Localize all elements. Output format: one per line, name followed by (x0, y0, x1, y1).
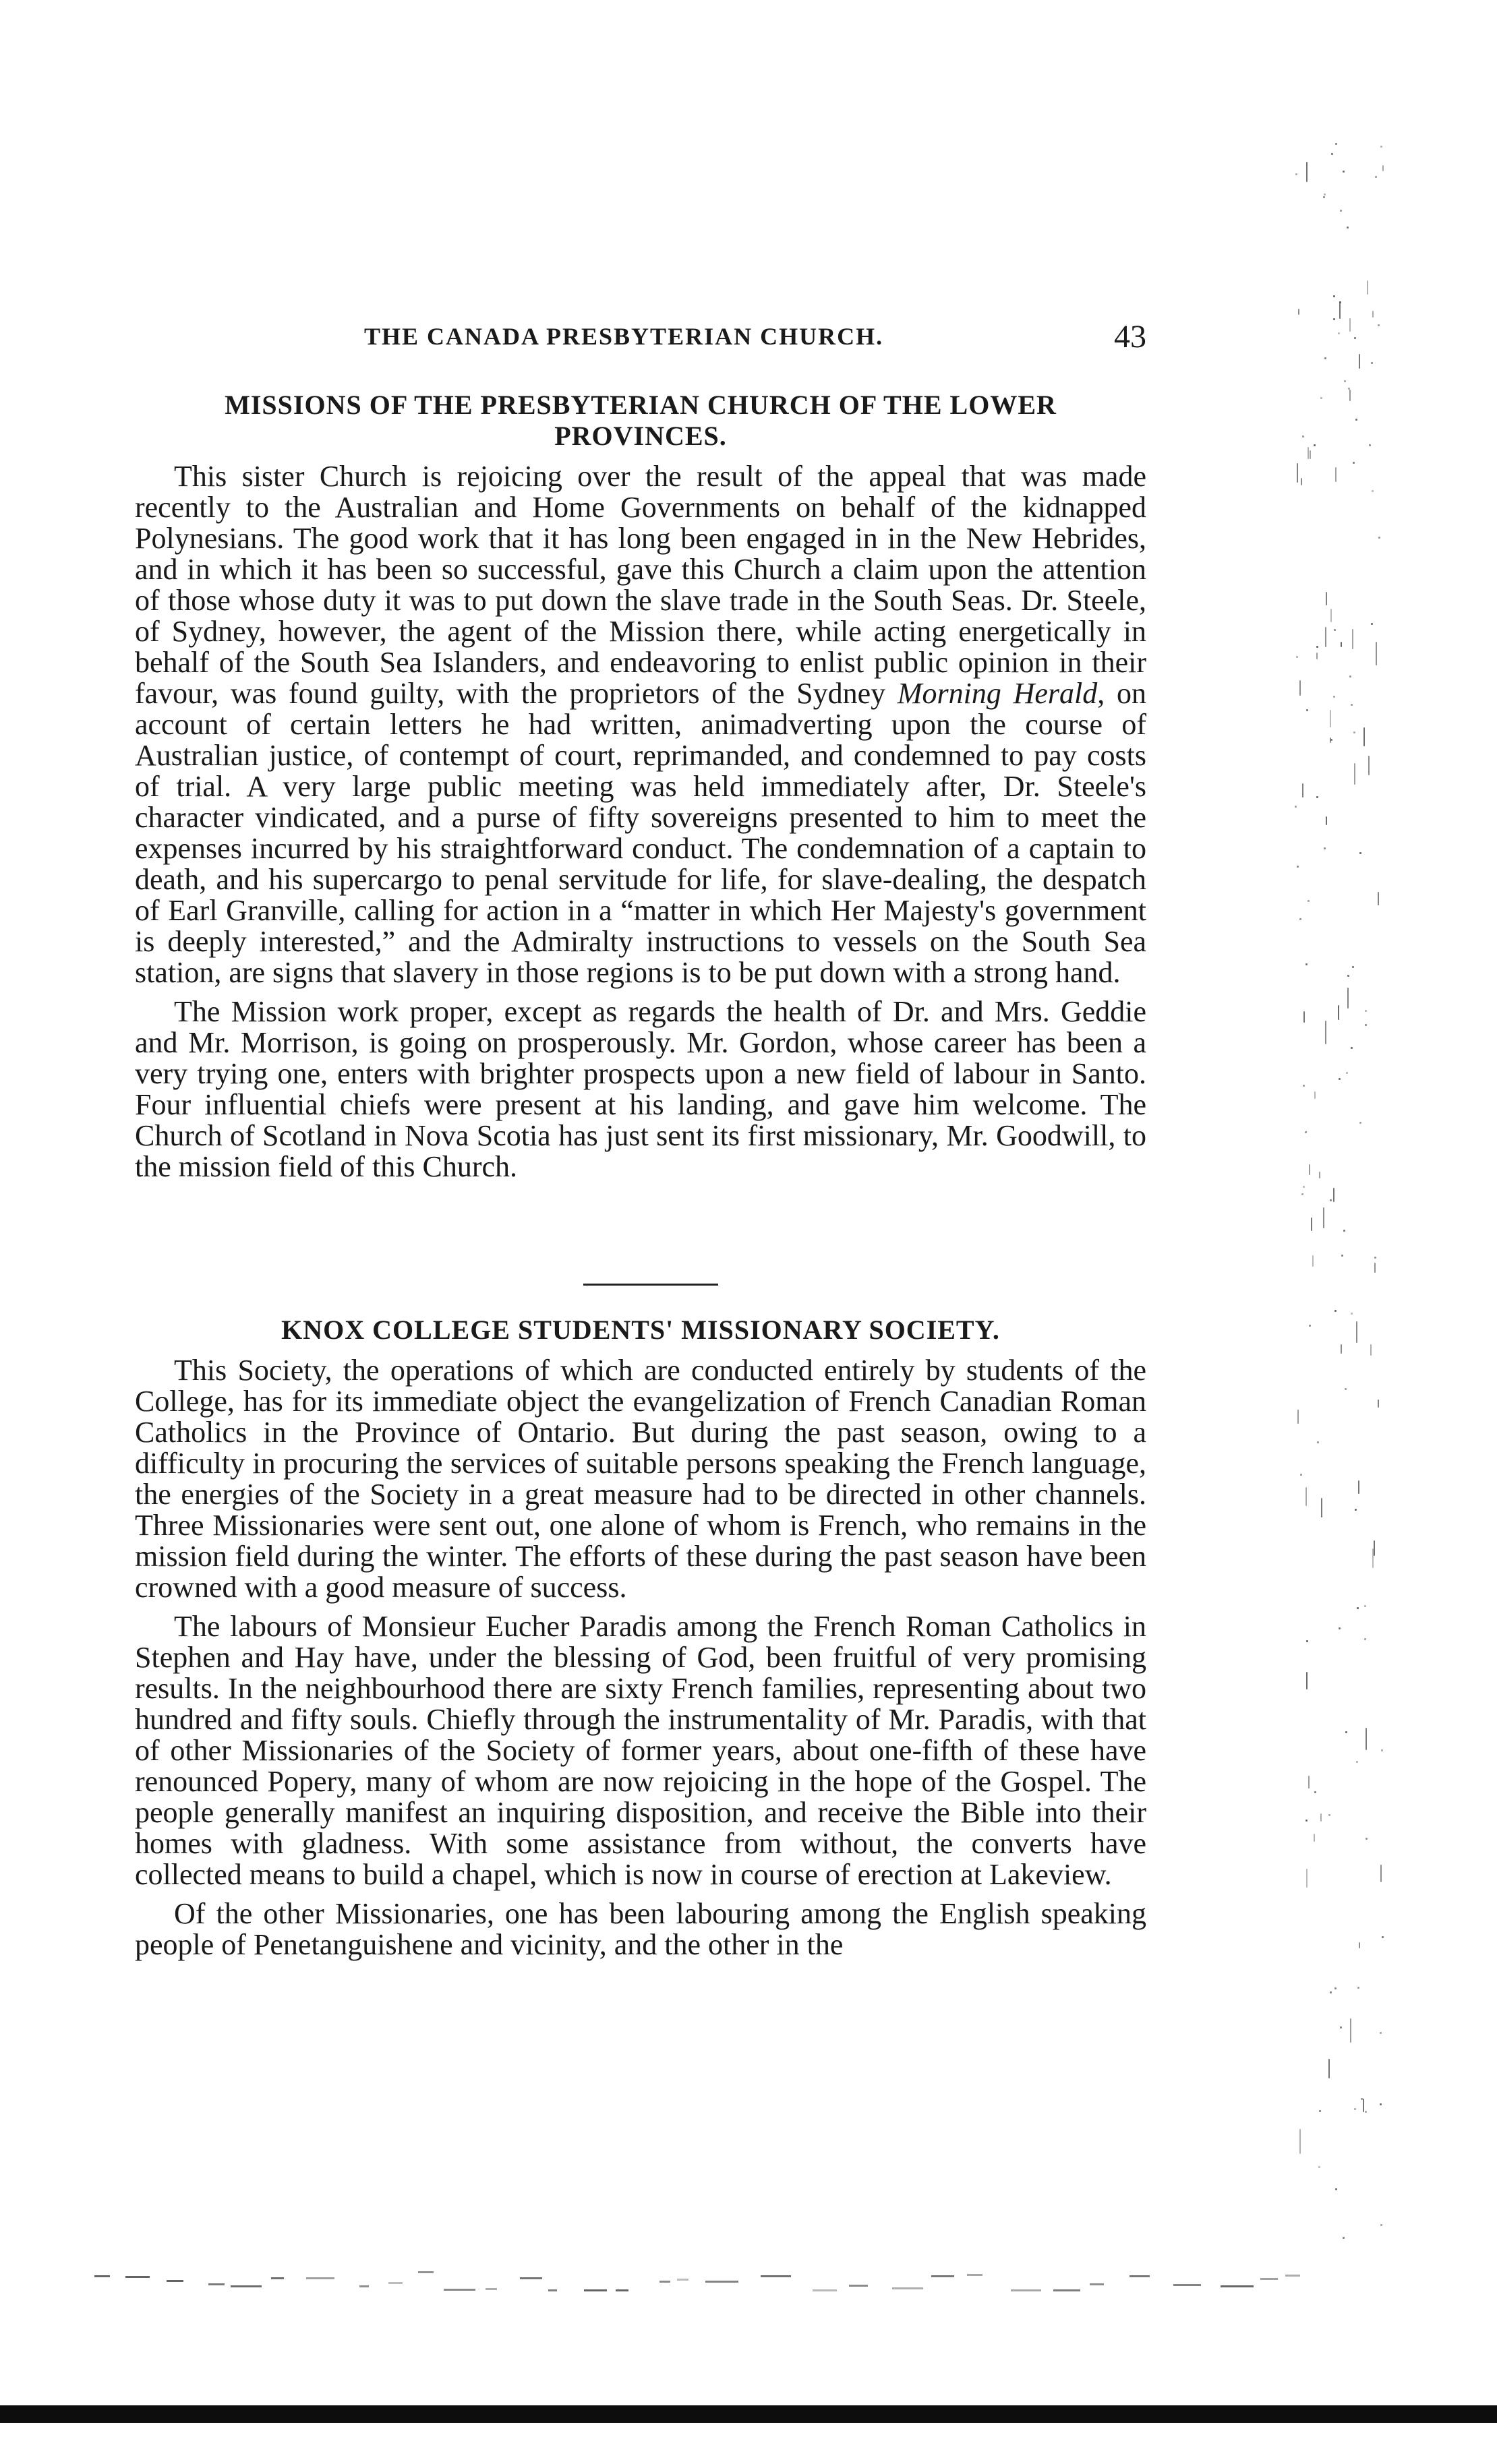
scan-speck (1316, 653, 1318, 659)
scan-speck (1357, 1987, 1359, 1989)
scan-speck (1316, 796, 1318, 798)
scan-speck (1309, 1164, 1310, 1175)
scan-speck (1365, 1024, 1367, 1026)
scan-speck (1375, 176, 1377, 178)
scan-speck (1351, 704, 1353, 706)
article-missions-lower-provinces (135, 390, 1146, 1182)
scan-dash (444, 2289, 475, 2291)
scan-speck (1308, 900, 1310, 902)
scan-speck (1376, 642, 1377, 665)
scan-speck (1314, 1091, 1316, 1099)
scan-dash (306, 2277, 334, 2279)
scan-speck (1318, 2166, 1320, 2168)
scan-speck (1330, 738, 1331, 743)
scan-dash (1011, 2289, 1041, 2291)
scan-speck (1320, 397, 1322, 399)
scan-speck (1382, 165, 1384, 171)
scan-speck (1328, 1814, 1330, 1816)
scan-speck (1301, 478, 1302, 485)
scan-speck (1297, 866, 1299, 868)
scan-dash (548, 2289, 557, 2291)
scan-dash (1129, 2275, 1150, 2277)
scan-speck (1343, 2237, 1345, 2239)
article-heading: MISSIONS OF THE PRESBYTERIAN CHURCH OF THE LOWER PROVINCES. (225, 390, 1057, 451)
scan-speck (1305, 1131, 1307, 1133)
scan-dash (849, 2285, 868, 2287)
scan-speck (1308, 447, 1309, 459)
scan-speck (1299, 918, 1301, 920)
bottom-scan-marks (94, 2271, 1322, 2297)
scan-speck (1326, 592, 1327, 605)
scan-speck (1306, 162, 1308, 182)
scan-speck (1355, 1509, 1357, 1511)
scan-speck (1352, 966, 1354, 968)
scan-speck (1340, 210, 1342, 212)
scan-dash (761, 2275, 791, 2277)
scan-dash (705, 2281, 738, 2283)
scan-speck (1350, 2018, 1351, 2043)
scan-speck (1330, 1991, 1332, 1993)
scan-speck (1371, 362, 1373, 364)
scan-speck (1335, 467, 1337, 482)
scan-speck (1324, 847, 1326, 849)
scan-speck (1374, 1263, 1376, 1273)
scan-dash (1221, 2285, 1254, 2287)
scan-speck (1335, 2188, 1337, 2190)
scan-speck (1299, 680, 1301, 696)
scan-speck (1314, 444, 1316, 446)
scan-speck (1302, 783, 1303, 798)
scan-speck (1306, 1672, 1308, 1689)
scan-speck (1351, 1047, 1353, 1049)
scan-speck (1334, 629, 1336, 631)
scan-speck (1339, 301, 1341, 319)
scan-speck (1303, 1011, 1305, 1023)
scan-speck (1323, 1207, 1324, 1228)
scan-speck (1359, 852, 1361, 854)
scan-speck (1356, 1761, 1358, 1763)
scan-speck (1378, 537, 1380, 539)
article-paragraph: This sister Church is rejoicing over the result of the appeal that was made recently to the Australian and Home Governments on behalf of the kidnapped Polynesians. The good work that it has long been engaged in in the New Hebrides, and in which it has been so successful, gave this Church a claim upon the attention of those whose duty it was to put down the slave trade in the South Seas. Dr. Steele, of Sydney, however, the agent of the Mission there, while acting energetically in behalf of the South Sea Islanders, and endeavoring to enlist public opinion in their favour, was found guilty, with the proprietors of the Sydney Morning Herald, on account of certain letters he had written, animadverting upon the course of Australian justice, of contempt of court, reprimanded, and condemned to pay costs of trial. A very large public meeting was held immediately after, Dr. Steele's character vindicated, and a purse of fifty sovereigns presented to him to meet the expenses incurred by his straightforward conduct. The condemnation of a captain to death, and his supercargo to penal servitude for life, for slave-dealing, the despatch of Earl Granville, calling for action in a “matter in which Her Majesty's government is deeply interested,” and the Admiralty instructions to vessels on the South Sea station, are signs that slavery in those regions is to be put down with a strong hand. (135, 460, 1147, 989)
scan-speck (1312, 1255, 1314, 1267)
scan-speck (1300, 1474, 1302, 1476)
scan-speck (1346, 1072, 1348, 1074)
scan-speck (1372, 1549, 1374, 1568)
scan-dash (1090, 2283, 1104, 2285)
scan-speck (1366, 1838, 1368, 1840)
newspaper-name: Morning Herald (897, 677, 1098, 710)
scan-speck (1305, 1820, 1308, 1822)
scan-speck (1333, 318, 1335, 320)
scan-speck (1378, 1400, 1379, 1408)
scan-speck (1353, 462, 1355, 464)
scan-speck (1319, 2110, 1321, 2112)
scan-speck (1326, 816, 1327, 825)
scan-dash (271, 2277, 284, 2279)
scan-speck (1325, 1021, 1326, 1044)
scan-dash (1053, 2289, 1080, 2291)
scan-speck (1347, 975, 1349, 977)
scan-speck (1380, 1865, 1382, 1882)
scan-speck (1358, 1480, 1359, 1494)
scan-speck (1328, 2059, 1330, 2078)
scan-speck (1305, 963, 1308, 965)
scan-speck (1314, 1834, 1315, 1842)
scan-speck (1317, 1441, 1319, 1443)
scan-speck (1331, 153, 1333, 155)
scan-speck (1374, 1540, 1375, 1556)
scan-dash (1260, 2278, 1278, 2280)
scan-speck (1359, 1942, 1360, 1948)
scan-speck (1347, 988, 1349, 1009)
scan-speck (1351, 1313, 1353, 1315)
scan-speck (1366, 1728, 1367, 1750)
scan-speck (1316, 646, 1318, 648)
scan-speck (1308, 1776, 1310, 1789)
scan-speck (1333, 696, 1335, 698)
scan-dash (1173, 2284, 1201, 2286)
scan-speck (1365, 1010, 1367, 1012)
scan-speck (1354, 763, 1355, 785)
scan-speck (1349, 390, 1351, 401)
article-paragraph: The labours of Monsieur Eucher Paradis among the French Roman Catholics in Stephen and Hay have, under the blessing of God, been fruitful of very promising results. In the neighbourhood there are sixty French families, representing about two hundred and fifty souls. Chiefly through the instrumentality of Mr. Paradis, with that of other Missionaries of the Society of former years, about one-fifth of these have renounced Popery, many of whom are now rejoicing in the hope of the Gospel. The people generally manifest an inquiring disposition, and receive the Bible into their homes with gladness. With some assistance from without, the converts have collected means to build a chapel, which is now in course of erection at Lakeview. (135, 1610, 1146, 1891)
scan-speck (1340, 2026, 1342, 2029)
page-edge-bar (0, 2405, 1497, 2423)
scan-speck (1306, 1869, 1308, 1888)
scan-speck (1306, 1640, 1308, 1642)
scan-speck (1306, 709, 1308, 711)
scan-speck (1297, 1410, 1299, 1424)
scan-speck (1380, 2224, 1382, 2226)
article-heading: KNOX COLLEGE STUDENTS' MISSIONARY SOCIETY. (281, 1315, 1000, 1345)
scan-speck (1298, 309, 1299, 315)
scan-speck (1369, 444, 1371, 446)
scan-speck (1341, 1255, 1343, 1257)
scan-dash (677, 2279, 688, 2281)
scan-speck (1344, 380, 1346, 382)
scan-dash (813, 2289, 837, 2291)
scan-speck (1338, 1005, 1339, 1020)
scan-speck (1302, 435, 1304, 438)
scan-speck (1370, 1344, 1372, 1356)
scan-speck (1334, 1987, 1337, 1989)
scan-speck (1323, 196, 1325, 198)
scan-dash (418, 2271, 434, 2273)
scan-speck (1311, 1218, 1312, 1231)
scan-speck (1296, 656, 1298, 658)
scan-speck (1343, 1230, 1345, 1232)
scan-speck (1345, 1388, 1347, 1390)
scan-speck (1352, 629, 1353, 649)
scan-speck (1380, 2032, 1382, 2034)
scan-speck (1305, 1487, 1307, 1506)
scan-dash (388, 2282, 403, 2284)
scan-speck (1356, 1321, 1357, 1343)
scan-speck (1299, 2129, 1301, 2154)
scan-dash (584, 2289, 607, 2291)
scan-speck (1349, 318, 1351, 332)
scan-speck (1321, 1498, 1322, 1518)
scan-speck (1295, 173, 1297, 175)
scan-speck (1381, 1749, 1383, 1751)
scan-speck (1333, 295, 1335, 297)
scan-speck (1372, 490, 1374, 492)
scan-speck (1320, 1813, 1322, 1822)
running-title: THE CANADA PRESBYTERIAN CHURCH. (364, 323, 884, 350)
scan-speck (1334, 1310, 1337, 1312)
scan-speck (1355, 419, 1357, 421)
scan-speck (1354, 337, 1356, 339)
scan-speck (1378, 324, 1380, 326)
scan-speck (1365, 2111, 1367, 2113)
scan-speck (1319, 1172, 1320, 1178)
scan-speck (1345, 1731, 1347, 1733)
scan-speck (1341, 1344, 1342, 1354)
scan-speck (1380, 2103, 1382, 2105)
scan-speck (1330, 710, 1331, 727)
scan-speck (1368, 756, 1370, 775)
scan-speck (1353, 731, 1355, 733)
scan-speck (1310, 450, 1311, 459)
scan-speck (1374, 1257, 1376, 1259)
scan-dash (520, 2277, 542, 2279)
scan-speck (1309, 1325, 1311, 1327)
scan-speck (1372, 311, 1374, 318)
page-number: 43 (1114, 319, 1146, 355)
scan-speck (1338, 332, 1340, 334)
scan-dash (486, 2288, 497, 2290)
scan-speck (1364, 1605, 1366, 1607)
scan-speck (1359, 354, 1360, 369)
scan-speck (1357, 1607, 1359, 1609)
scan-speck (1295, 806, 1297, 808)
section-divider (583, 1284, 718, 1286)
running-head (135, 319, 1146, 363)
scan-speck (1303, 1186, 1305, 1188)
scan-dash (231, 2285, 262, 2287)
scan-speck (1371, 623, 1373, 625)
scan-speck (1382, 1936, 1384, 1938)
scan-dash (359, 2285, 369, 2287)
scan-speck (1341, 642, 1342, 647)
scan-speck (1343, 171, 1345, 173)
scan-speck (1297, 463, 1298, 483)
scan-dash (94, 2275, 110, 2277)
scan-dash (967, 2274, 982, 2276)
scan-speck (1324, 357, 1326, 359)
scan-dash (167, 2280, 183, 2282)
article-paragraph: The Mission work proper, except as regards the health of Dr. and Mrs. Geddie and Mr. Morrison, is going on prosperously. Mr. Gordon, whose career has been a very trying one, enters with brighter prospects upon a new field of labour in Santo. Four influential chiefs were present at his landing, and gave him welcome. The Church of Scotland in Nova Scotia has just sent its first missionary, Mr. Goodwill, to the mission field of this Church. (135, 995, 1146, 1183)
article-paragraph: Of the other Missionaries, one has been labouring among the English speaking people of Penetanguishene and vicinity, and the other in the (135, 1897, 1146, 1961)
scan-dash (892, 2287, 923, 2289)
scan-dash (1285, 2275, 1300, 2277)
scan-speck (1378, 892, 1379, 905)
scan-dash (208, 2283, 225, 2285)
scan-dash (931, 2275, 954, 2277)
scan-speck (1333, 1188, 1334, 1202)
scan-speck (1367, 280, 1368, 295)
scan-speck (1324, 193, 1326, 196)
scan-dash (125, 2276, 150, 2278)
scan-speck (1325, 627, 1326, 647)
scan-speck (1349, 675, 1351, 678)
scan-speck (1354, 2108, 1356, 2110)
scan-speck (1335, 143, 1337, 145)
scan-speck (1359, 1122, 1361, 1124)
scan-speck (1330, 1199, 1332, 1201)
scan-speck (1363, 727, 1365, 746)
article-knox-college-society (135, 1315, 1146, 1960)
scan-speck (1339, 1627, 1341, 1629)
scan-speck (1380, 146, 1382, 148)
scan-speck (1330, 609, 1332, 622)
scan-speck (1363, 2099, 1364, 2112)
scan-speck (1303, 1085, 1305, 1087)
article-paragraph: This Society, the operations of which are conducted entirely by students of the College, has for its immediate object the evangelization of French Canadian Roman Catholics in the Province of Ontario. But during the past season, owing to a difficulty in procuring the services of suitable persons speaking the French language, the energies of the Society in a great measure had to be directed in other channels. Three Missionaries were sent out, one alone of whom is French, who remains in the mission field during the winter. The efforts of these during the past season have been crowned with a good measure of success. (135, 1354, 1146, 1604)
scan-dash (659, 2281, 670, 2283)
scan-speck (1347, 227, 1349, 229)
scan-speck (1314, 1791, 1316, 1793)
scan-speck (1339, 1078, 1341, 1080)
scan-speck (1364, 1638, 1366, 1640)
scan-speck (1301, 1193, 1303, 1195)
scan-dash (616, 2289, 628, 2291)
binding-edge-artifacts (1295, 135, 1389, 2292)
